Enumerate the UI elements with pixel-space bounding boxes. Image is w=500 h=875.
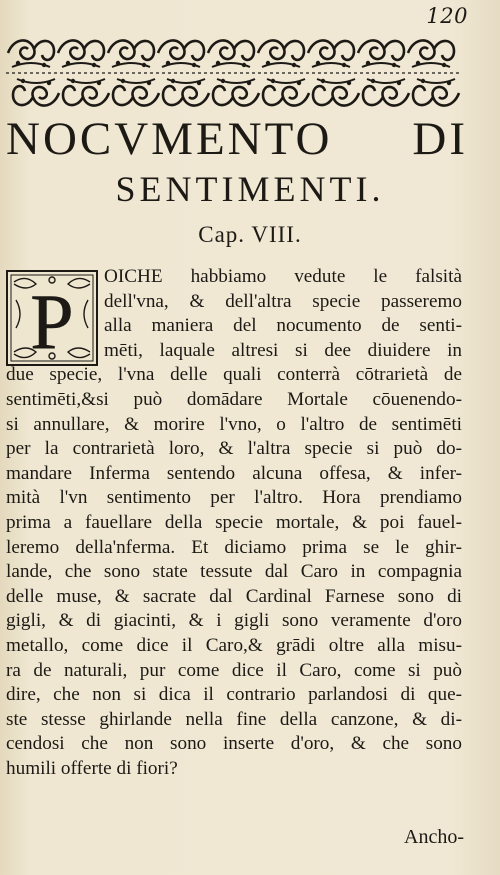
body-line: due specie, l'vna delle quali conterrà cōtrarietà de [6, 364, 462, 386]
body-line: sentimēti,&si può domādare Mortale cōuenendo- [6, 389, 462, 410]
body-line: OICHE habbiamo vedute le falsità [104, 266, 462, 287]
body-line: ste stesse ghirlande nella fine della canzone, & di- [6, 708, 462, 730]
body-line: per la contrarietà loro, & l'altra specie si può do- [6, 438, 462, 460]
chapter-heading: Cap. VIII. [198, 222, 302, 247]
body-line: mēti, laquale altresi si dee diuidere in [104, 339, 462, 361]
body-line: ra de naturali, pur come dice il Caro, come si può [6, 659, 462, 681]
body-line: alla maniera del nocumento de senti- [104, 315, 462, 337]
body-line: gigli, & di giacinti, & i gigli sono veramente d'oro [6, 610, 462, 632]
body-line: metallo, come dice il Caro,& grādi oltre alla misu- [6, 635, 462, 656]
body-line-last: humili offerte di fiori? [6, 758, 178, 779]
body-line: delle muse, & sacrate dal Cardinal Farnese sono di [6, 585, 462, 607]
svg-text:P: P [30, 278, 74, 365]
body-line: si annullare, & morire l'vno, o l'altro de sentimēti [6, 413, 462, 435]
body-line: mandare Inferma sentendo alcuna offesa, & infer- [6, 462, 462, 484]
decorative-headpiece-ornament [6, 33, 461, 113]
title-text-line-1: NOCVMENTO DI [6, 113, 468, 165]
body-line: mità l'vn sentimento per l'altro. Hora prendiamo [6, 487, 462, 509]
body-line: dire, che non si dica il contrario parlandosi di que- [6, 684, 462, 706]
chapter-title-line-1 [6, 112, 468, 166]
body-line: dell'vna, & dell'altra specie passeremo [104, 290, 462, 312]
chapter-title-line-2: SENTIMENTI. [115, 169, 385, 209]
body-line: lande, che sono state tessute dal Caro in compagnia [6, 561, 462, 583]
decorated-initial-letter [6, 270, 98, 366]
body-line: prima a fauellare della specie mortale, & poi fauel- [6, 512, 462, 533]
catchword: Ancho- [404, 826, 464, 848]
body-line: leremo della'nferma. Et diciamo prima se le ghir- [6, 536, 462, 558]
body-line: cendosi che non sono inserte d'oro, & che sono [6, 733, 462, 755]
page-number: 120 [426, 4, 468, 28]
